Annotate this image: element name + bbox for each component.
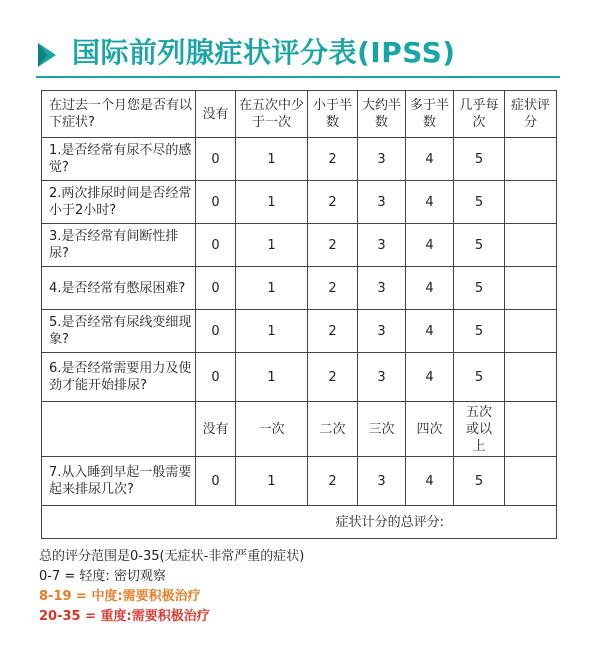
- freq-header: 一次: [236, 402, 308, 457]
- question-cell: 6.是否经常需要用力及使劲才能开始排尿?: [42, 353, 196, 402]
- col-header-less-than-half: 小于半数: [308, 91, 358, 138]
- symptom-score-input-cell[interactable]: [505, 181, 557, 224]
- score-cell: 4: [406, 457, 454, 506]
- ipss-table: [41, 90, 557, 539]
- score-cell: 1: [236, 181, 308, 224]
- question-cell: 5.是否经常有尿线变细现象?: [42, 310, 196, 353]
- freq-header: 二次: [308, 402, 358, 457]
- score-cell: 1: [236, 224, 308, 267]
- score-cell: 2: [308, 224, 358, 267]
- score-cell: 0: [196, 310, 236, 353]
- score-cell: 0: [196, 267, 236, 310]
- score-cell: 2: [308, 267, 358, 310]
- score-cell: 1: [236, 457, 308, 506]
- score-cell: 1: [236, 267, 308, 310]
- severe-level-text: 20-35 = 重度:需要积极治疗: [39, 609, 210, 624]
- score-cell: 2: [308, 457, 358, 506]
- score-cell: 5: [454, 181, 505, 224]
- question-cell: 1.是否经常有尿不尽的感觉?: [42, 138, 196, 181]
- col-header-about-half: 大约半数: [358, 91, 406, 138]
- score-cell: 0: [196, 457, 236, 506]
- symptom-score-input-cell[interactable]: [505, 310, 557, 353]
- score-cell: 4: [406, 353, 454, 402]
- question-cell: 3.是否经常有间断性排尿?: [42, 224, 196, 267]
- title-bar: [36, 36, 560, 78]
- score-cell: 3: [358, 353, 406, 402]
- table-row: [42, 181, 557, 224]
- table-row: [42, 138, 557, 181]
- score-cell: 2: [308, 353, 358, 402]
- total-row: [42, 506, 557, 539]
- freq-header: 没有: [196, 402, 236, 457]
- question-cell: 4.是否经常有憋尿困难?: [42, 267, 196, 310]
- score-cell: 3: [358, 181, 406, 224]
- score-cell: 3: [358, 224, 406, 267]
- score-cell: 1: [236, 138, 308, 181]
- score-cell: 3: [358, 138, 406, 181]
- score-cell: 0: [196, 353, 236, 402]
- score-cell: 3: [358, 310, 406, 353]
- score-cell: 4: [406, 224, 454, 267]
- score-cell: 2: [308, 138, 358, 181]
- score-cell: 5: [454, 267, 505, 310]
- chevron-right-icon: [36, 42, 58, 68]
- freq-header: 五次或以上: [454, 402, 505, 457]
- empty-cell: [42, 402, 196, 457]
- header-row: [42, 91, 557, 138]
- freq-header: 三次: [358, 402, 406, 457]
- score-cell: 3: [358, 267, 406, 310]
- table-row: [42, 310, 557, 353]
- col-header-none: 没有: [196, 91, 236, 138]
- score-cell: 2: [308, 181, 358, 224]
- question-header: 在过去一个月您是否有以下症状?: [42, 91, 196, 138]
- score-cell: 4: [406, 138, 454, 181]
- score-cell: 1: [236, 310, 308, 353]
- total-score-label: 症状计分的总评分:: [42, 506, 557, 539]
- moderate-level-text: 8-19 = 中度:需要积极治疗: [39, 589, 201, 604]
- col-header-almost-always: 几乎每次: [454, 91, 505, 138]
- score-cell: 5: [454, 457, 505, 506]
- frequency-header-row: [42, 402, 557, 457]
- score-cell: 5: [454, 353, 505, 402]
- empty-cell: [505, 402, 557, 457]
- score-range-text: 总的评分范围是0-35(无症状-非常严重的症状): [39, 549, 305, 564]
- table-row: [42, 457, 557, 506]
- col-header-symptom-score: 症状评分: [505, 91, 557, 138]
- score-cell: 4: [406, 181, 454, 224]
- table-row: [42, 353, 557, 402]
- score-cell: 4: [406, 267, 454, 310]
- symptom-score-input-cell[interactable]: [505, 353, 557, 402]
- symptom-score-input-cell[interactable]: [505, 224, 557, 267]
- symptom-score-input-cell[interactable]: [505, 457, 557, 506]
- mild-level-text: 0-7 = 轻度: 密切观察: [39, 569, 166, 584]
- score-cell: 5: [454, 310, 505, 353]
- col-header-less-than-1-in-5: 在五次中少于一次: [236, 91, 308, 138]
- symptom-score-input-cell[interactable]: [505, 267, 557, 310]
- score-cell: 4: [406, 310, 454, 353]
- score-cell: 5: [454, 224, 505, 267]
- table-row: [42, 267, 557, 310]
- score-cell: 0: [196, 181, 236, 224]
- score-legend: [39, 547, 304, 627]
- symptom-score-input-cell[interactable]: [505, 138, 557, 181]
- score-cell: 0: [196, 138, 236, 181]
- score-cell: 5: [454, 138, 505, 181]
- score-cell: 2: [308, 310, 358, 353]
- score-cell: 0: [196, 224, 236, 267]
- question-cell: 7.从入睡到早起一般需要起来排尿几次?: [42, 457, 196, 506]
- table-row: [42, 224, 557, 267]
- col-header-more-than-half: 多于半数: [406, 91, 454, 138]
- page-title: 国际前列腺症状评分表(IPSS): [72, 36, 456, 69]
- question-cell: 2.两次排尿时间是否经常小于2小时?: [42, 181, 196, 224]
- freq-header: 四次: [406, 402, 454, 457]
- score-cell: 3: [358, 457, 406, 506]
- score-cell: 1: [236, 353, 308, 402]
